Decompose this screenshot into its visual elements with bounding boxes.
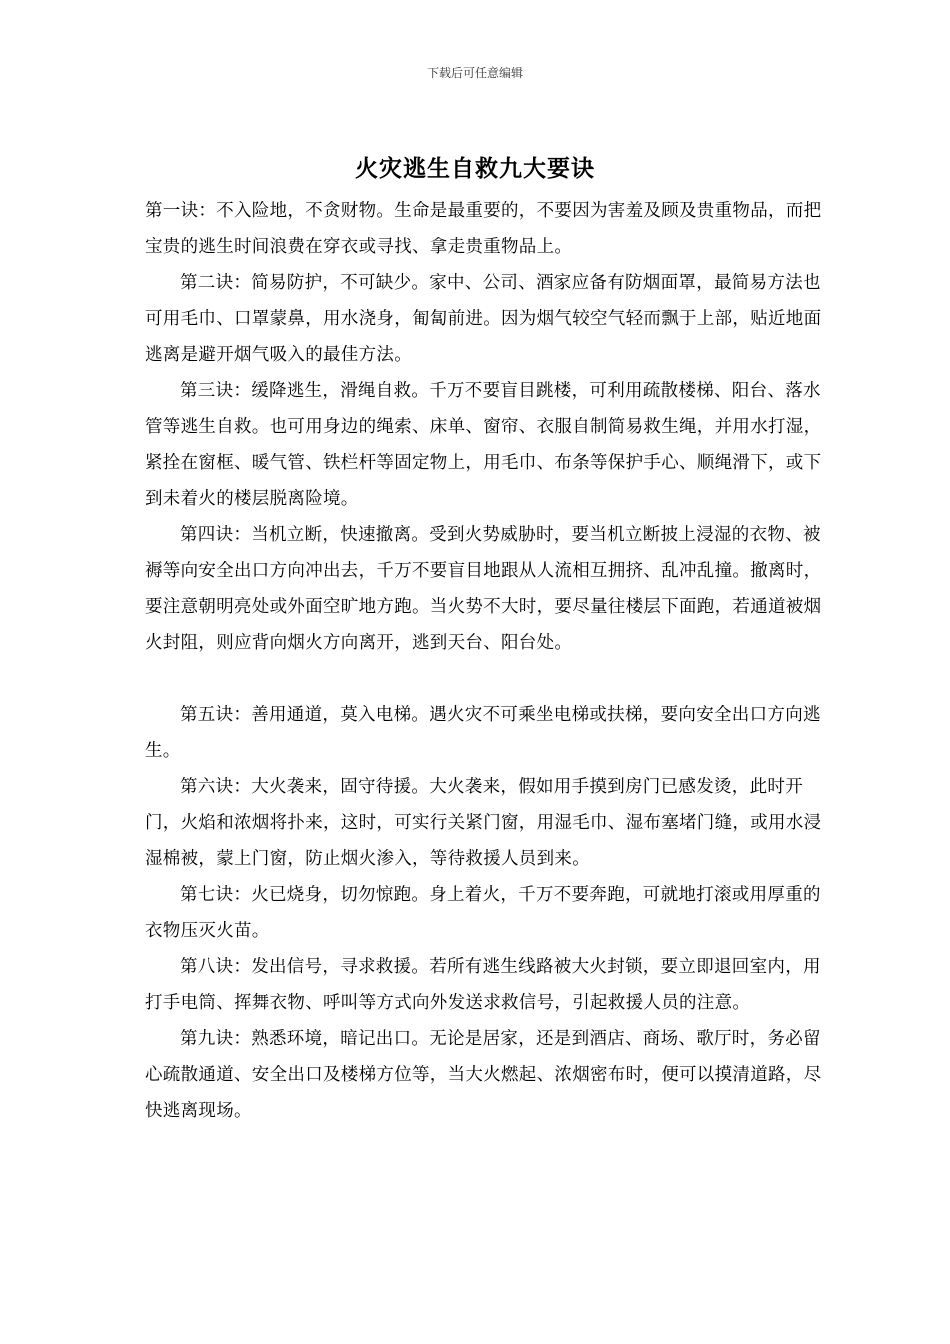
paragraph-rule-6: 第六诀：大火袭来，固守待援。大火袭来，假如用手摸到房门已感发烫，此时开门，火焰和浓烟将扑来，这时，可实行关紧门窗，用湿毛巾、湿布塞堵门缝，或用水浸湿棉被，蒙上门窗，防止烟火渗入，等待救援人员到来。	[145, 777, 822, 869]
document-body	[145, 193, 825, 1129]
paragraph-rule-2: 第二诀：简易防护，不可缺少。家中、公司、酒家应备有防烟面罩，最简易方法也可用毛巾、口罩蒙鼻，用水浇身，匍匐前进。因为烟气较空气轻而飘于上部，贴近地面逃离是避开烟气吸入的最佳方法。	[145, 273, 822, 365]
document-title: 火灾逃生自救九大要诀	[355, 155, 595, 182]
paragraph-rule-3: 第三诀：缓降逃生，滑绳自救。千万不要盲目跳楼，可利用疏散楼梯、阳台、落水管等逃生自救。也可用身边的绳索、床单、窗帘、衣服自制简易救生绳，并用水打湿，紧拴在窗框、暖气管、铁栏杆等固定物上，用毛巾、布条等保护手心、顺绳滑下，或下到未着火的楼层脱离险境。	[145, 381, 822, 509]
paragraph-rule-5: 第五诀：善用通道，莫入电梯。遇火灾不可乘坐电梯或扶梯，要向安全出口方向逃生。	[145, 705, 821, 761]
paragraph-rule-9: 第九诀：熟悉环境，暗记出口。无论是居家，还是到酒店、商场、歌厅时，务必留心疏散通道、安全出口及楼梯方位等，当大火燃起、浓烟密布时，便可以摸清道路，尽快逃离现场。	[145, 1029, 822, 1121]
paragraph-rule-8: 第八诀：发出信号，寻求救援。若所有逃生线路被大火封锁，要立即退回室内，用打手电筒、挥舞衣物、呼叫等方式向外发送求救信号，引起救援人员的注意。	[145, 957, 821, 1013]
paragraph-rule-4: 第四诀：当机立断，快速撤离。受到火势威胁时，要当机立断披上浸湿的衣物、被褥等向安全出口方向冲出去，千万不要盲目地跟从人流相互拥挤、乱冲乱撞。撤离时，要注意朝明亮处或外面空旷地方跑。当火势不大时，要尽量往楼层下面跑，若通道被烟火封阻，则应背向烟火方向离开，逃到天台、阳台处。	[145, 525, 822, 653]
paragraph-rule-1: 第一诀：不入险地，不贪财物。生命是最重要的，不要因为害羞及顾及贵重物品，而把宝贵的逃生时间浪费在穿衣或寻找、拿走贵重物品上。	[145, 201, 822, 257]
paragraph-rule-7: 第七诀：火已烧身，切勿惊跑。身上着火，千万不要奔跑，可就地打滚或用厚重的衣物压灭火苗。	[145, 885, 821, 941]
header-note: 下载后可任意编辑	[426, 66, 523, 80]
